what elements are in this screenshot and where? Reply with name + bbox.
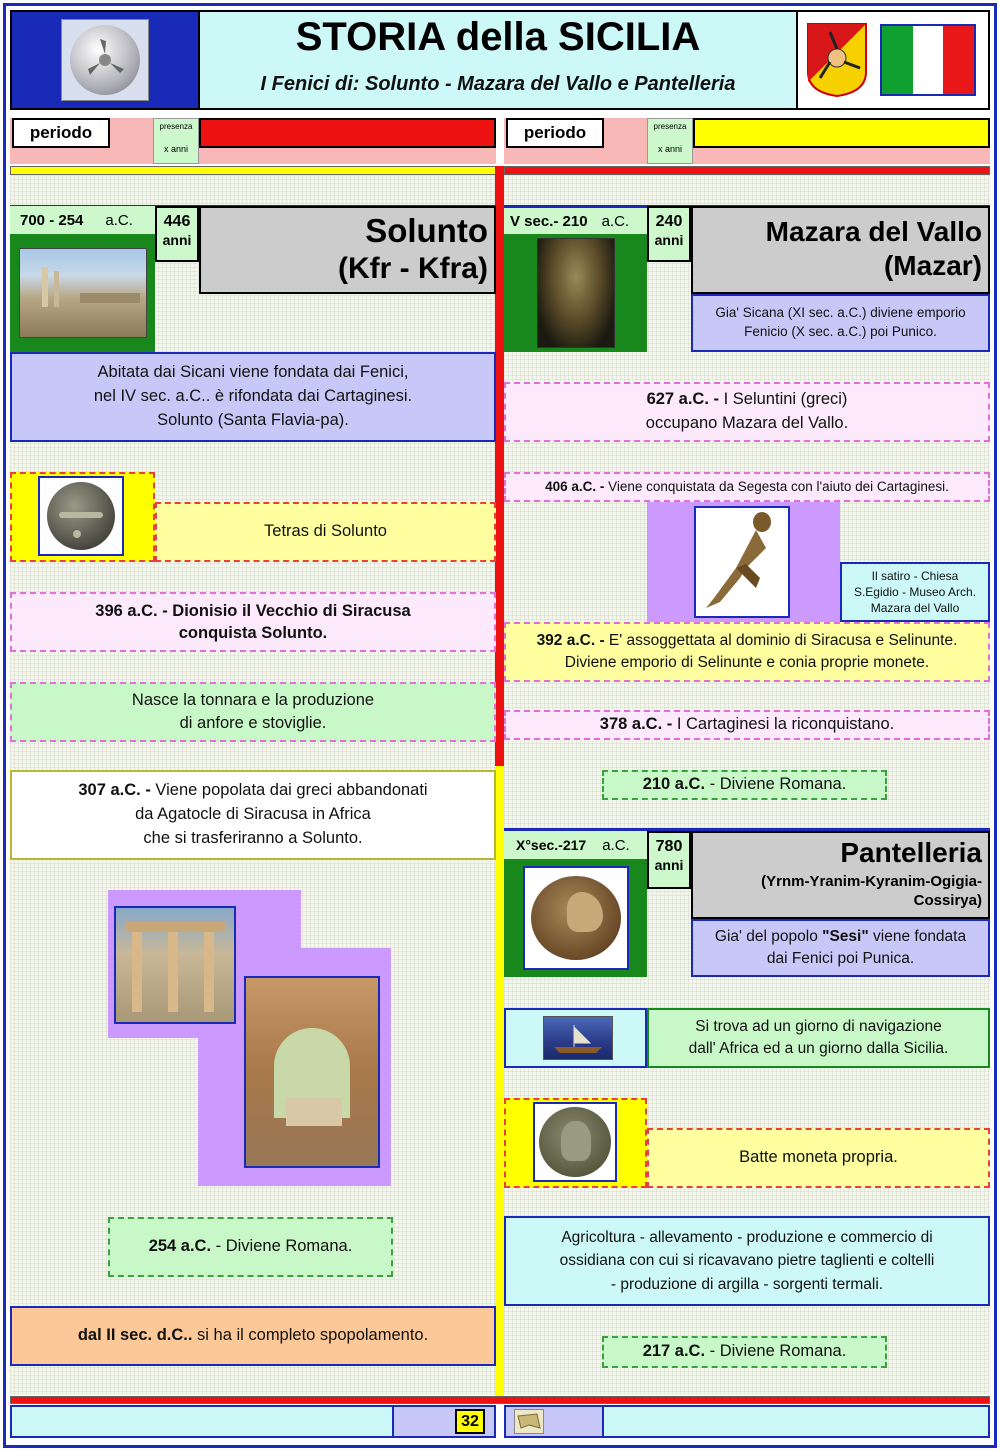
footer-left-bar <box>10 1405 394 1438</box>
satiro-caption-line3: Mazara del Vallo <box>870 601 960 616</box>
tetras-coin-image <box>38 476 124 556</box>
mazara-photo-frame <box>504 234 647 352</box>
solunto-years <box>10 206 155 234</box>
solunto-arch-image <box>244 976 380 1168</box>
left-periodo-label: periodo <box>12 118 110 148</box>
mazara-title-box <box>691 206 990 294</box>
page-number: 32 <box>461 1412 479 1430</box>
event-210 <box>602 770 887 800</box>
horse-coin-image <box>523 866 629 970</box>
sicily-map-icon <box>514 1409 544 1434</box>
event-307-date: 307 a.C. - <box>78 781 151 800</box>
footer-red-line <box>10 1396 990 1404</box>
right-timeline-bar <box>504 166 990 175</box>
mazara-intro-line2: Fenicio (X sec. a.C.) poi Punico. <box>744 324 937 339</box>
pantelleria-intro <box>691 919 990 977</box>
event-627 <box>504 382 990 442</box>
pantelleria-photo-frame <box>504 859 647 977</box>
solunto-anni-label: anni <box>162 232 192 248</box>
event-307-line1: Viene popolata dai greci abbandonati <box>150 781 428 800</box>
left-red-bar <box>199 118 496 148</box>
economia-line2: ossidiana con cui si ricavavano pietre taglienti e coltelli <box>559 1252 935 1270</box>
navigazione-box <box>647 1008 990 1068</box>
pantelleria-title-box <box>691 831 990 919</box>
event-307 <box>10 770 496 860</box>
satiro-caption <box>840 562 990 622</box>
event-378 <box>504 710 990 740</box>
left-presenza-label: presenza <box>159 122 193 131</box>
sicily-flag-icon <box>806 22 868 98</box>
ship-icon <box>544 1017 612 1059</box>
event-217-text: - Diviene Romana. <box>705 1342 847 1361</box>
event-392-line2: Diviene emporio di Selinunte e conia proprie monete. <box>564 654 930 671</box>
solunto-alt-name: (Kfr - Kfra) <box>338 252 488 285</box>
tonnara-box <box>10 682 496 742</box>
mazara-anni-label: anni <box>654 232 684 248</box>
italy-flag-icon <box>880 24 976 96</box>
event-406 <box>504 472 990 502</box>
economia-line3: - produzione di argilla - sorgenti termali. <box>610 1275 884 1293</box>
solunto-intro-line1: Abitata dai Sicani viene fondata dai Fenici, <box>97 363 409 382</box>
pantelleria-intro-pre: Gia' del popolo <box>714 928 823 946</box>
moneta-caption: Batte moneta propria. <box>739 1148 898 1167</box>
pantelleria-anni-label: anni <box>654 857 684 873</box>
solunto-anni-box <box>155 206 199 262</box>
mazara-intro <box>691 294 990 352</box>
event-396 <box>10 592 496 652</box>
pantelleria-ac: a.C. <box>602 836 630 854</box>
event-378-text: I Cartaginesi la riconquistano. <box>672 715 895 734</box>
ship-image <box>543 1016 613 1060</box>
trinacria-coin-image <box>61 19 149 101</box>
satiro-statue-image <box>694 506 790 618</box>
center-divider-yellow <box>495 766 504 1396</box>
event-210-text: - Diviene Romana. <box>705 775 847 794</box>
event-378-date: 378 a.C. - <box>599 715 673 734</box>
solunto-years-text: 700 - 254 <box>20 211 84 229</box>
satiro-figure-icon <box>696 508 788 616</box>
event-406-date: 406 a.C. - <box>545 478 605 494</box>
event-217-date: 217 a.C. <box>642 1342 706 1361</box>
pantelleria-years-text: X°sec.-217 <box>516 837 587 853</box>
event-627-line1: I Seluntini (greci) <box>719 390 848 409</box>
page-number-box <box>455 1409 485 1434</box>
navigazione-line1: Si trova ad un giorno di navigazione <box>695 1017 942 1035</box>
head-coin-image <box>533 1102 617 1182</box>
moneta-caption-box <box>647 1128 990 1188</box>
satiro-caption-line2: S.Egidio - Museo Arch. <box>853 584 977 599</box>
left-timeline-bar <box>10 166 496 175</box>
solunto-intro-line2: nel IV sec. a.C.. è rifondata dai Cartaginesi. <box>93 387 413 406</box>
navigazione-line2: dall' Africa ed a un giorno dalla Sicilia. <box>688 1040 949 1057</box>
tetras-caption: Tetras di Solunto <box>264 522 387 541</box>
solunto-anni-number: 446 <box>163 213 191 230</box>
pantelleria-years <box>504 831 647 859</box>
event-217 <box>602 1336 887 1368</box>
mazara-anni-number: 240 <box>655 213 683 230</box>
event-627-line2: occupano Mazara del Vallo. <box>645 414 849 432</box>
pantelleria-name: Pantelleria <box>840 837 982 868</box>
pantelleria-intro-post: viene fondata <box>868 928 967 946</box>
mazara-ac: a.C. <box>601 212 630 230</box>
tonnara-line1: Nasce la tonnara e la produzione <box>131 690 375 709</box>
event-396-line2: conquista Solunto. <box>178 624 328 642</box>
mazara-years-text: V sec.- 210 <box>510 212 588 230</box>
pantelleria-alt-line1: (Yrnm-Yranim-Kyranim-Ogigia- <box>761 873 982 890</box>
event-307-line3: che si trasferiranno a Solunto. <box>143 828 363 847</box>
event-254-date: 254 a.C. <box>148 1237 212 1256</box>
solunto-intro-line3: Solunto (Santa Flavia-pa). <box>157 410 349 429</box>
mazara-intro-line1: Gia' Sicana (XI sec. a.C.) diviene emporio <box>715 305 966 321</box>
event-254 <box>108 1217 393 1277</box>
mazara-anni-box <box>647 206 691 262</box>
right-periodo-label: periodo <box>506 118 604 148</box>
pantelleria-alt-line2: Cossirya) <box>913 892 982 909</box>
event-392-date: 392 a.C. - <box>536 631 605 649</box>
right-presenza-label: presenza <box>653 122 687 131</box>
tonnara-line2: di anfore e stoviglie. <box>179 714 327 732</box>
event-210-date: 210 a.C. <box>642 775 706 794</box>
solunto-intro <box>10 352 496 442</box>
right-presenza-box <box>647 118 693 164</box>
pantelleria-anni-box <box>647 831 691 889</box>
left-xanni-label: x anni <box>163 144 189 154</box>
solunto-end-date: dal II sec. d.C.. <box>77 1326 193 1345</box>
event-307-line2: da Agatocle di Siracusa in Africa <box>135 805 371 824</box>
tetras-caption-box <box>155 502 496 562</box>
pantelleria-intro-sesi: "Sesi" <box>822 928 869 946</box>
solunto-ruins-image <box>19 248 147 338</box>
solunto-name: Solunto <box>365 212 488 249</box>
right-xanni-label: x anni <box>657 144 683 154</box>
coin-logo-box <box>10 10 200 110</box>
solunto-end-text: si ha il completo spopolamento. <box>192 1326 429 1345</box>
center-divider-red <box>495 166 504 766</box>
triskelion-icon <box>80 35 130 85</box>
event-254-text: - Diviene Romana. <box>211 1237 353 1256</box>
event-396-line1: 396 a.C. - Dionisio il Vecchio di Siracusa <box>95 601 411 620</box>
mazara-years <box>504 208 647 234</box>
event-406-text: Viene conquistata da Segesta con l'aiuto dei Cartaginesi. <box>604 478 949 494</box>
solunto-ac: a.C. <box>105 211 133 229</box>
right-yellow-bar <box>693 118 990 148</box>
satiro-caption-line1: Il satiro - Chiesa <box>871 568 959 583</box>
page-subtitle: I Fenici di: Solunto - Mazara del Vallo e Pantelleria <box>260 72 736 95</box>
event-627-date: 627 a.C. - <box>646 390 720 409</box>
solunto-temple-image <box>114 906 236 1024</box>
mazara-name: Mazara del Vallo <box>765 216 982 247</box>
economia-line1: Agricoltura - allevamento - produzione e commercio di <box>561 1229 933 1247</box>
economia-box <box>504 1216 990 1306</box>
mazara-alt-name: (Mazar) <box>883 250 982 281</box>
solunto-end <box>10 1306 496 1366</box>
satiro-head-image <box>537 238 615 348</box>
footer-right-bar <box>602 1405 990 1438</box>
event-392-line1: E' assoggettata al dominio di Siracusa e Selinunte. <box>604 631 958 649</box>
pantelleria-intro-line2: dai Fenici poi Punica. <box>766 950 915 967</box>
left-presenza-box <box>153 118 199 164</box>
page-title: STORIA della SICILIA <box>295 14 701 59</box>
event-392 <box>504 622 990 682</box>
pantelleria-anni-number: 780 <box>655 838 683 855</box>
solunto-photo-frame <box>10 234 155 352</box>
solunto-title-box <box>199 206 496 294</box>
